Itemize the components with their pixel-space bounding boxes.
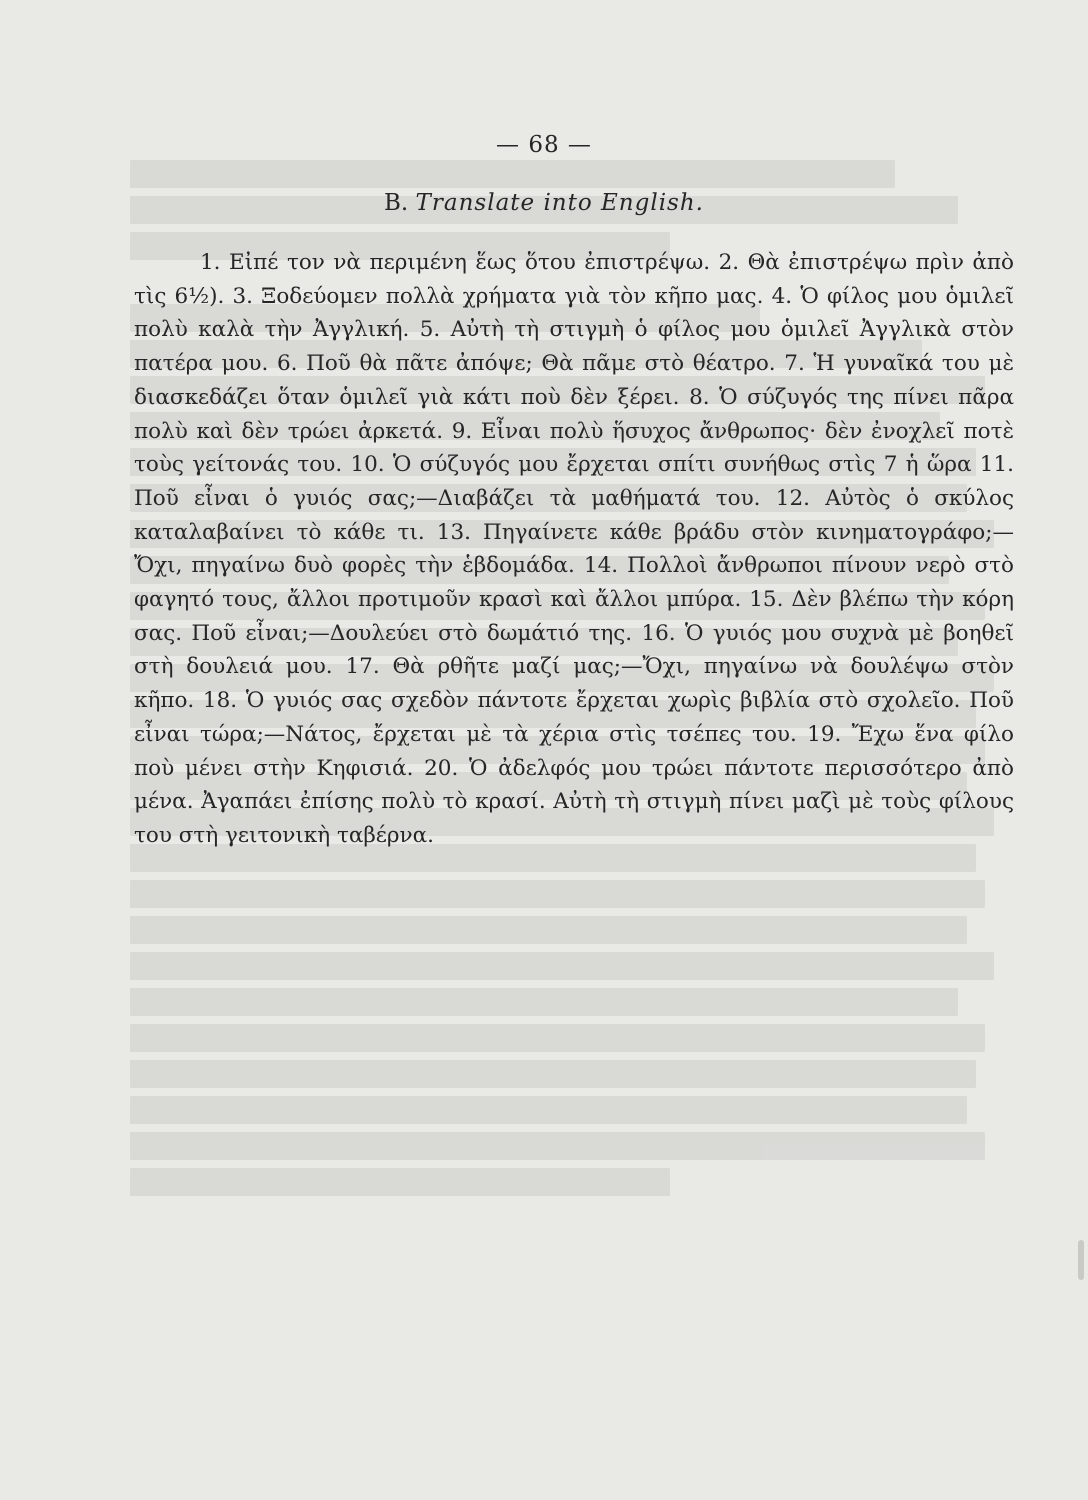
exercise-text [134, 246, 1014, 853]
section-title: Translate into English. [415, 190, 704, 216]
section-heading [0, 190, 1088, 216]
exercise-paragraph: 1. Εἰπέ τον νὰ περιμένη ἕως ὅτου ἐπιστρέψω. 2. Θὰ ἐπιστρέψω πρὶν ἀπὸ τὶς 6½). 3. Ξοδεύομεν πολλὰ χρήματα γιὰ τὸν κῆπο μας. 4. Ὁ φίλος μου ὁμιλεῖ πολὺ καλὰ τὴν Ἀγγλική. 5. Αὐτὴ τὴ στιγμὴ ὁ φίλος μου ὁμιλεῖ Ἀγγλικὰ στὸν πατέρα μου. 6. Ποῦ θὰ πᾶτε ἀπόψε; Θὰ πᾶμε στὸ θέατρο. 7. Ἡ γυναῖκά του μὲ διασκεδάζει ὅταν ὁμιλεῖ γιὰ κάτι ποὺ δὲν ξέρει. 8. Ὁ σύζυγός της πίνει πᾶρα πολὺ καὶ δὲν τρώει ἀρκετά. 9. Εἶναι πολὺ ἥσυχος ἄνθρωπος· δὲν ἐνοχλεῖ ποτὲ τοὺς γείτονάς του. 10. Ὁ σύζυγός μου ἔρχεται σπίτι συνήθως στὶς 7 ἡ ὥρα 11. Ποῦ εἶναι ὁ γυιός σας;—Διαβάζει τὰ μαθήματά του. 12. Αὐτὸς ὁ σκύλος καταλαβαίνει τὸ κάθε τι. 13. Πηγαίνετε κάθε βράδυ στὸν κινηματογράφο;—Ὄχι, πηγαίνω δυὸ φορὲς τὴν ἑβδομάδα. 14. Πολλοὶ ἄνθρωποι πίνουν νερὸ στὸ φαγητό τους, ἄλλοι προτιμοῦν κρασὶ καὶ ἄλλοι μπύρα. 15. Δὲν βλέπω τὴν κόρη σας. Ποῦ εἶναι;—Δουλεύει στὸ δωμάτιό της. 16. Ὁ γυιός μου συχνὰ μὲ βοηθεῖ στὴ δουλειά μου. 17. Θὰ ρθῆτε μαζί μας;—Ὄχι, πηγαίνω νὰ δουλέψω στὸν κῆπο. 18. Ὁ γυιός σας σχεδὸν πάντοτε ἔρχεται χωρὶς βιβλία στὸ σχολεῖο. Ποῦ εἶναι τώρα;—Νάτος, ἔρχεται μὲ τὰ χέρια στὶς τσέπες του. 19. Ἔχω ἕνα φίλο ποὺ μένει στὴν Κηφισιά. 20. Ὁ ἀδελφός μου τρώει πάντοτε περισσότερο ἀπὸ μένα. Ἀγαπάει ἐπίσης πολὺ τὸ κρασί. Αὐτὴ τὴ στιγμὴ πίνει μαζὶ μὲ τοὺς φίλους του στὴ γειτονικὴ ταβέρνα. [134, 250, 1014, 848]
section-label: B. [384, 190, 409, 216]
page-edge-mark [1078, 1240, 1084, 1280]
page-number: — 68 — [496, 132, 592, 158]
